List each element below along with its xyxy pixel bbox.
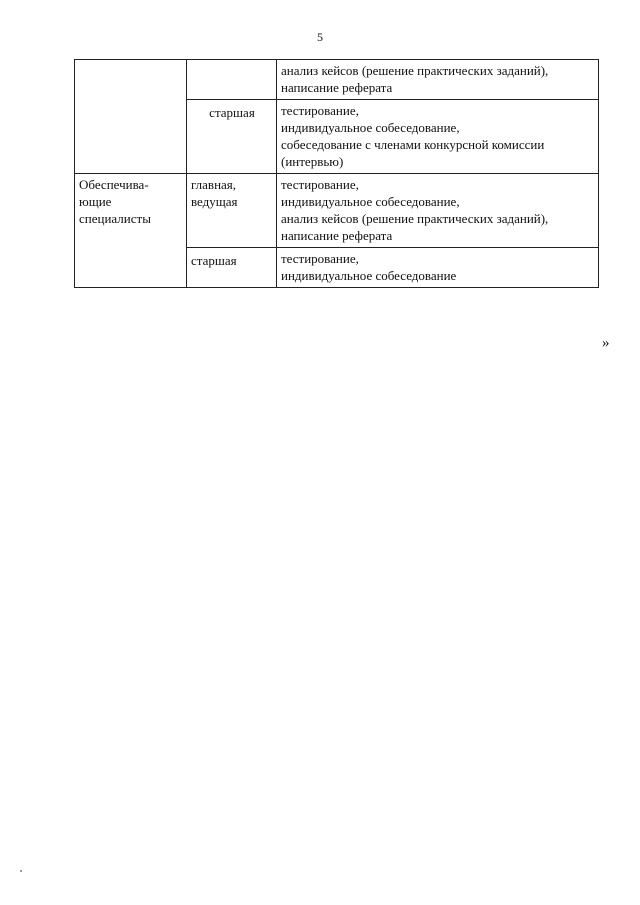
method-line: тестирование, [281, 177, 359, 192]
method-line: анализ кейсов (решение практических заданий), [281, 63, 549, 78]
category-cell-continued [75, 60, 187, 174]
method-line: (интервью) [281, 154, 344, 169]
category-cell: Обеспечива- ющие специалисты [75, 174, 187, 288]
closing-quote: » [602, 335, 610, 351]
group-cell: главная, ведущая [187, 174, 277, 248]
method-line: индивидуальное собеседование, [281, 120, 460, 135]
qualification-methods-table [74, 59, 599, 288]
method-line: индивидуальное собеседование [281, 268, 457, 283]
method-line: индивидуальное собеседование, [281, 194, 460, 209]
scan-speck [20, 870, 22, 872]
methods-cell [277, 248, 599, 288]
method-line: написание реферата [281, 228, 393, 243]
group-cell-continued [187, 60, 277, 100]
methods-cell [277, 174, 599, 248]
method-line: тестирование, [281, 103, 359, 118]
methods-cell [277, 60, 599, 100]
method-line: собеседование с членами конкурсной комиссии [281, 137, 545, 152]
table-row [75, 60, 599, 100]
method-line: тестирование, [281, 251, 359, 266]
page-number: 5 [317, 30, 323, 44]
methods-cell [277, 100, 599, 174]
group-cell: старшая [187, 248, 277, 288]
method-line: написание реферата [281, 80, 393, 95]
method-line: анализ кейсов (решение практических заданий), [281, 211, 549, 226]
table-row [75, 174, 599, 248]
group-cell: старшая [187, 100, 277, 174]
